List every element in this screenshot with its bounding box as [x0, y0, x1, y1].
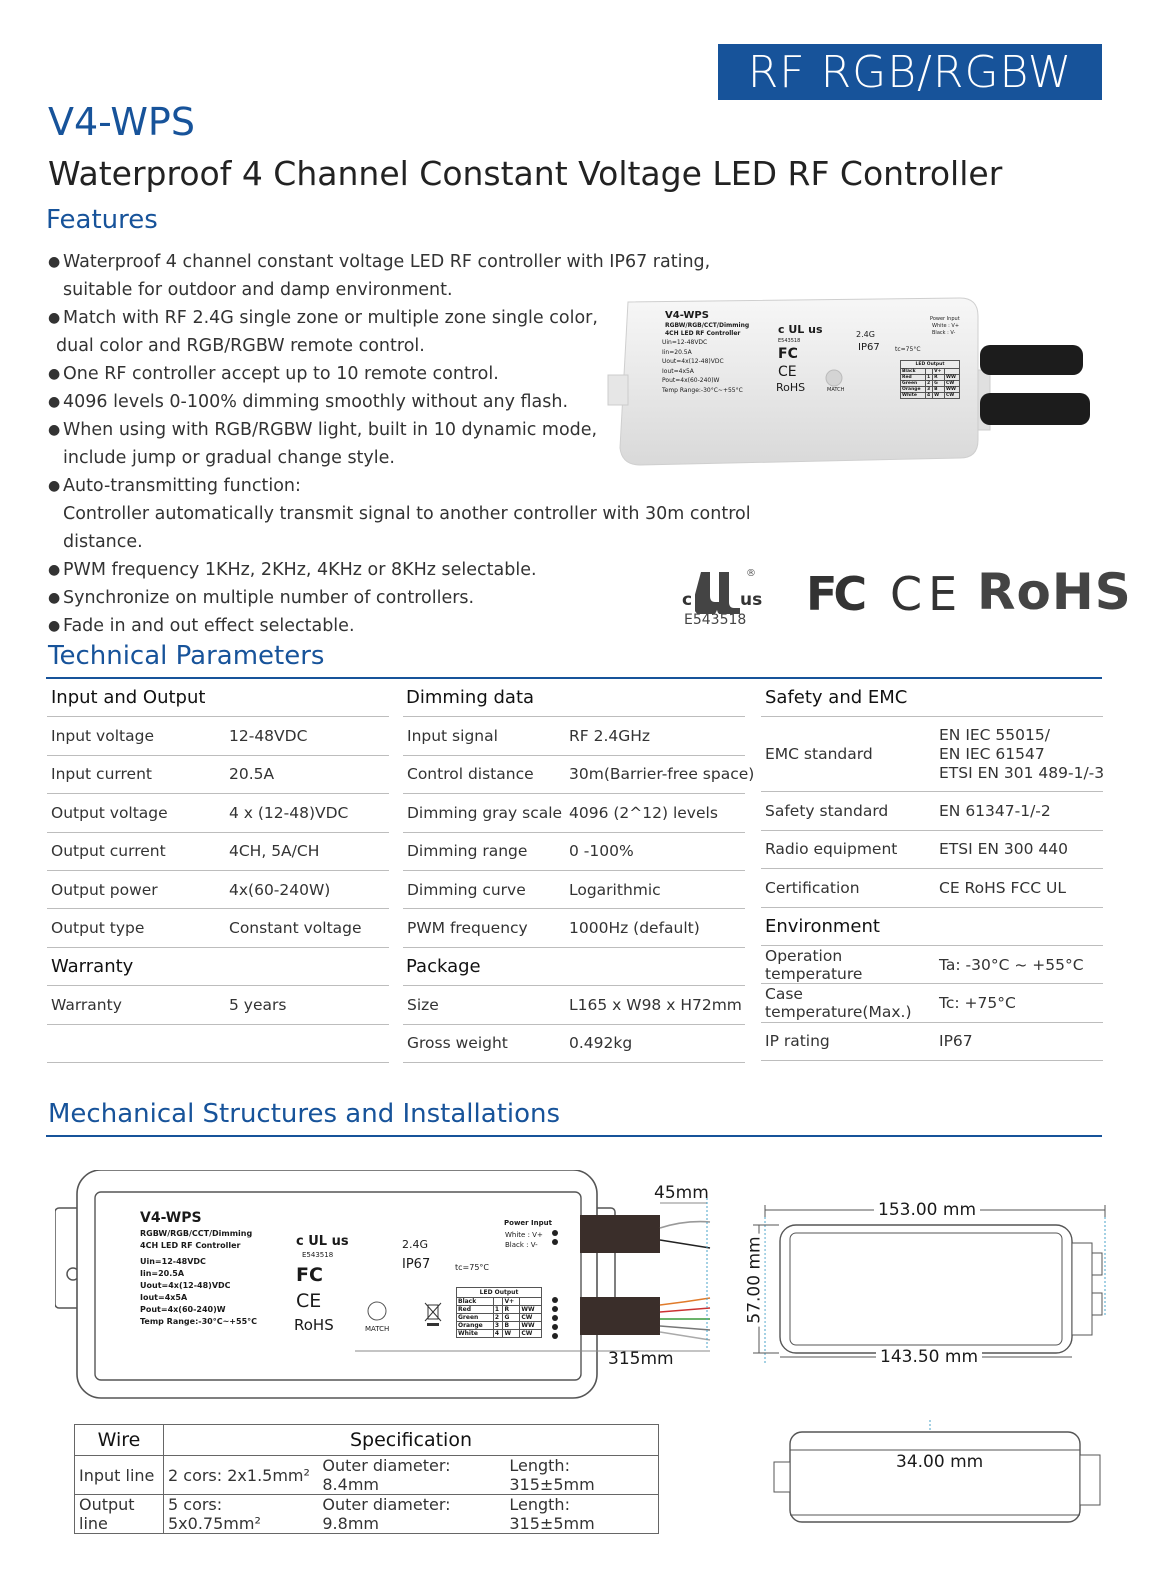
power-input-line: White : V+ — [932, 323, 960, 329]
group-heading: Warranty — [47, 948, 389, 986]
wire-cores: 2 cors: 2x1.5mm² — [164, 1456, 319, 1495]
led-output-cell: R — [933, 375, 945, 381]
led-output-cell: Black — [457, 1298, 494, 1306]
drawing-rohs: RoHS — [294, 1316, 334, 1334]
led-output-cell: WW — [520, 1322, 542, 1330]
param-key: Certification — [765, 878, 860, 897]
label-spec-line: Temp Range:-30°C~+55°C — [662, 386, 743, 394]
led-output-row — [901, 381, 960, 387]
feature-line: ● Match with RF 2.4G single zone or multiple zone single color, — [63, 308, 598, 328]
param-key: Dimming curve — [407, 880, 526, 899]
led-output-cell: CW — [520, 1330, 542, 1338]
param-key: Input voltage — [51, 727, 154, 746]
led-output-cell: 3 — [925, 387, 932, 393]
photo-led-output-table — [900, 360, 960, 399]
param-value: 12-48VDC — [229, 727, 308, 746]
led-output-table — [900, 360, 960, 399]
power-input-line: Black : V- — [505, 1241, 538, 1249]
wire-cores: 5 cors: 5x0.75mm² — [164, 1495, 319, 1534]
param-key: Output current — [51, 842, 166, 861]
led-output-cell: V+ — [503, 1298, 520, 1306]
category-badge: RF RGB/RGBW — [718, 44, 1102, 100]
drawing-power-lines — [505, 1230, 543, 1250]
led-output-cell: Black — [901, 369, 926, 375]
led-output-cell: WW — [944, 375, 959, 381]
param-key: Output type — [51, 919, 145, 938]
param-row — [47, 756, 389, 794]
param-key: Safety standard — [765, 802, 889, 821]
param-value: 1000Hz (default) — [569, 919, 700, 938]
photo-match: MATCH — [827, 387, 845, 393]
feature-line: ● Waterproof 4 channel constant voltage LED RF controller with IP67 rating, — [63, 252, 711, 272]
feature-item — [48, 556, 808, 584]
photo-freq: 2.4G — [856, 330, 875, 339]
led-output-cell: 3 — [493, 1322, 503, 1330]
led-output-cell: Green — [457, 1314, 494, 1322]
param-key: Control distance — [407, 765, 534, 784]
label-spec-line: Uout=4x(12-48)VDC — [140, 1281, 231, 1290]
power-input-line: Black : V- — [932, 330, 956, 336]
photo-rohs: RoHS — [776, 381, 806, 394]
param-row — [47, 794, 389, 832]
photo-ce: CE — [778, 364, 797, 380]
tech-params-heading: Technical Parameters — [48, 641, 325, 671]
param-key: Dimming range — [407, 842, 528, 861]
ul-us: us — [740, 590, 763, 610]
dim-45mm: 45mm — [654, 1183, 709, 1203]
led-output-cell: WW — [520, 1306, 542, 1314]
feature-line: ● Auto-transmitting function: — [63, 476, 301, 496]
drawing-led-output-table — [456, 1287, 542, 1338]
param-row — [47, 871, 389, 909]
wire-row — [75, 1456, 659, 1495]
param-key: Radio equipment — [765, 840, 898, 859]
led-output-cell: 1 — [493, 1306, 503, 1314]
param-row — [403, 986, 745, 1024]
led-output-row — [901, 393, 960, 399]
led-output-cell: 4 — [925, 393, 932, 399]
param-row — [403, 717, 745, 755]
feature-line: ● Synchronize on multiple number of controllers. — [63, 588, 475, 608]
param-value: Tc: +75°C — [939, 994, 1016, 1013]
param-row — [761, 831, 1103, 869]
label-spec-line: Uin=12-48VDC — [140, 1257, 206, 1266]
fcc-logo: FC — [806, 567, 864, 621]
mech-heading: Mechanical Structures and Installations — [48, 1099, 561, 1129]
param-column-dimming — [403, 679, 755, 1063]
led-output-cell: WW — [944, 387, 959, 393]
label-spec-line: Uin=12-48VDC — [662, 339, 708, 346]
wire-row — [75, 1495, 659, 1534]
param-row — [403, 871, 745, 909]
ul-registered: ® — [746, 568, 756, 579]
wire-table-header — [75, 1425, 659, 1456]
param-key: Output power — [51, 880, 158, 899]
wire-header: Wire — [75, 1425, 164, 1456]
photo-label-specs — [662, 338, 743, 395]
led-output-cell: G — [933, 381, 945, 387]
photo-file-no: E543518 — [778, 338, 801, 344]
power-input-line: White : V+ — [505, 1231, 543, 1239]
wire-spec-table — [74, 1424, 659, 1534]
wire-length: Length: 315±5mm — [505, 1495, 658, 1534]
led-output-cell: G — [503, 1314, 520, 1322]
param-key: PWM frequency — [407, 919, 528, 938]
param-value — [939, 726, 1104, 783]
photo-label-line1: RGBW/RGB/CCT/Dimming — [665, 322, 750, 329]
param-row — [47, 986, 389, 1024]
wire-name: Output line — [75, 1495, 164, 1534]
led-output-cell: 2 — [925, 381, 932, 387]
param-row — [761, 792, 1103, 830]
param-column-safety — [761, 679, 1103, 1061]
photo-power-lines — [932, 323, 959, 337]
param-key: Input current — [51, 765, 152, 784]
photo-ip: IP67 — [858, 342, 880, 353]
led-output-cell: White — [457, 1330, 494, 1338]
label-spec-line: Pout=4x(60-240)W — [140, 1305, 226, 1314]
led-output-cell: CW — [944, 381, 959, 387]
wire-length: Length: 315±5mm — [505, 1456, 658, 1495]
label-spec-line: Pout=4x(60-240)W — [662, 377, 720, 384]
led-output-cell: Orange — [901, 387, 926, 393]
led-output-cell: W — [933, 393, 945, 399]
led-output-cell — [493, 1298, 503, 1306]
group-heading: Input and Output — [47, 679, 389, 717]
param-row — [761, 869, 1103, 907]
led-output-cell: CW — [520, 1314, 542, 1322]
param-value: IP67 — [939, 1032, 973, 1051]
feature-line: ● PWM frequency 1KHz, 2KHz, 4KHz or 8KHz selectable. — [63, 560, 537, 580]
param-key: Warranty — [51, 995, 122, 1014]
led-output-cell: CW — [944, 393, 959, 399]
label-spec-line: Iout=4x5A — [140, 1293, 188, 1302]
label-spec-line: Uout=4x(12-48)VDC — [662, 358, 724, 365]
photo-ul-mark: c UL us — [778, 323, 823, 336]
led-output-cell: B — [933, 387, 945, 393]
drawing-ul-mark: c UL us — [296, 1234, 349, 1249]
param-value: Ta: -30°C ~ +55°C — [939, 955, 1084, 974]
param-value: L165 x W98 x H72mm — [569, 995, 742, 1014]
empty-row — [47, 1025, 389, 1063]
led-output-row — [457, 1306, 542, 1314]
param-row — [47, 833, 389, 871]
feature-line: include jump or gradual change style. — [63, 448, 395, 468]
side-view-drawing — [770, 1420, 1115, 1530]
wire-outer-diameter: Outer diameter: 8.4mm — [318, 1456, 505, 1495]
emc-value-line: EN IEC 55015/ — [939, 725, 1050, 744]
led-output-row — [457, 1314, 542, 1322]
label-spec-line: Iin=20.5A — [140, 1269, 185, 1278]
led-output-cell: Green — [901, 381, 926, 387]
features-heading: Features — [46, 205, 158, 235]
led-output-row — [457, 1298, 542, 1306]
drawing-file-no: E543518 — [302, 1251, 334, 1259]
param-row-emc — [761, 717, 1103, 792]
feature-line: ● One RF controller accept up to 10 remote control. — [63, 364, 499, 384]
param-value: 4CH, 5A/CH — [229, 842, 320, 861]
param-value: 4x(60-240W) — [229, 880, 331, 899]
led-output-row — [457, 1330, 542, 1338]
led-output-table — [456, 1287, 542, 1338]
param-value: 30m(Barrier-free space) — [569, 765, 755, 784]
feature-line: dual color and RGB/RGBW remote control. — [56, 336, 425, 356]
feature-line: ● 4096 levels 0-100% dimming smoothly without any flash. — [63, 392, 569, 412]
wire-name: Input line — [75, 1456, 164, 1495]
ul-mark-icon — [695, 568, 745, 614]
led-output-title-row — [901, 361, 960, 369]
feature-line: ● Fade in and out effect selectable. — [63, 616, 355, 636]
param-value: ETSI EN 300 440 — [939, 840, 1069, 859]
param-row — [403, 794, 745, 832]
label-spec-line: Iout=4x5A — [662, 367, 694, 375]
led-output-cell: 1 — [925, 375, 932, 381]
param-value: 0 -100% — [569, 842, 634, 861]
emc-value-line: ETSI EN 301 489-1/-3 — [939, 763, 1105, 782]
led-output-cell: Red — [901, 375, 926, 381]
param-key: Case temperature(Max.) — [765, 985, 912, 1022]
group-heading: Package — [403, 948, 745, 986]
param-row — [403, 833, 745, 871]
group-heading: Environment — [761, 908, 1103, 946]
group-heading: Dimming data — [403, 679, 745, 717]
param-key: Dimming gray scale — [407, 803, 563, 822]
dim-143mm: 143.50 mm — [876, 1347, 982, 1367]
emc-value-line: EN IEC 61547 — [939, 744, 1045, 763]
photo-power-title: Power Input — [930, 316, 960, 322]
spec-header: Specification — [164, 1425, 659, 1456]
feature-item — [48, 472, 808, 556]
param-value: 20.5A — [229, 765, 275, 784]
wire-outer-diameter: Outer diameter: 9.8mm — [318, 1495, 505, 1534]
led-output-title: LED Output — [901, 361, 960, 369]
led-output-cell: B — [503, 1322, 520, 1330]
dim-153mm: 153.00 mm — [874, 1200, 980, 1220]
drawing-label-line2: 4CH LED RF Controller — [140, 1241, 241, 1250]
led-output-cell: V+ — [933, 369, 945, 375]
feature-line: suitable for outdoor and damp environment. — [63, 280, 453, 300]
led-output-cell: R — [503, 1306, 520, 1314]
param-row — [47, 717, 389, 755]
param-value: CE RoHS FCC UL — [939, 878, 1066, 897]
led-output-title-row — [457, 1288, 542, 1298]
drawing-ip: IP67 — [402, 1257, 431, 1272]
param-value: RF 2.4GHz — [569, 727, 651, 746]
param-column-input-output — [47, 679, 389, 1063]
ce-logo: CE — [890, 567, 964, 621]
drawing-fcc: FC — [296, 1264, 323, 1286]
param-value: EN 61347-1/-2 — [939, 802, 1051, 821]
ul-file-number: E543518 — [684, 612, 747, 628]
led-output-cell: 2 — [493, 1314, 503, 1322]
param-row — [403, 756, 755, 794]
led-output-cell: 4 — [493, 1330, 503, 1338]
param-value: Constant voltage — [229, 919, 362, 938]
dim-34mm: 34.00 mm — [896, 1452, 984, 1472]
drawing-ce: CE — [296, 1290, 322, 1312]
led-output-row — [901, 375, 960, 381]
dim-315mm: 315mm — [608, 1349, 674, 1369]
drawing-label-line1: RGBW/RGB/CCT/Dimming — [140, 1229, 253, 1238]
led-output-title: LED Output — [457, 1288, 542, 1298]
product-subtitle: Waterproof 4 Channel Constant Voltage LED RF Controller — [48, 154, 1003, 193]
photo-label-line2: 4CH LED RF Controller — [665, 330, 741, 337]
feature-item — [48, 584, 808, 612]
label-spec-line: Iin=20.5A — [662, 348, 692, 356]
led-output-cell: W — [503, 1330, 520, 1338]
drawing-freq: 2.4G — [402, 1238, 429, 1251]
param-key: Input signal — [407, 727, 498, 746]
param-row — [761, 946, 1103, 984]
param-key: Output voltage — [51, 803, 168, 822]
led-output-cell — [520, 1298, 542, 1306]
led-output-cell: White — [901, 393, 926, 399]
param-key: Size — [407, 995, 439, 1014]
ul-c: c — [682, 590, 693, 610]
drawing-label-specs — [140, 1256, 257, 1328]
param-value: 5 years — [229, 995, 287, 1014]
model-title: V4-WPS — [48, 100, 195, 144]
feature-line: ● When using with RGB/RGBW light, built in 10 dynamic mode, — [63, 420, 598, 440]
param-value: Logarithmic — [569, 880, 661, 899]
photo-label-model: V4-WPS — [665, 310, 709, 321]
drawing-tc: tc=75°C — [455, 1263, 490, 1272]
param-key: Gross weight — [407, 1034, 508, 1053]
drawing-match: MATCH — [365, 1325, 390, 1333]
led-output-cell: Orange — [457, 1322, 494, 1330]
param-value: 0.492kg — [569, 1034, 633, 1053]
led-output-cell: Red — [457, 1306, 494, 1314]
param-key: IP rating — [765, 1032, 830, 1051]
led-output-row — [901, 387, 960, 393]
photo-fcc: FC — [778, 346, 798, 362]
param-value: 4 x (12-48)VDC — [229, 803, 349, 822]
led-output-row — [457, 1322, 542, 1330]
mech-rule — [46, 1135, 1102, 1137]
param-value: 4096 (2^12) levels — [569, 803, 718, 822]
rohs-logo: RoHS — [977, 563, 1132, 621]
param-key: EMC standard — [765, 745, 873, 764]
dim-57mm: 57.00 mm — [745, 1233, 765, 1326]
param-row — [761, 1023, 1103, 1061]
param-row — [403, 1025, 745, 1063]
drawing-label-model: V4-WPS — [140, 1210, 202, 1226]
feature-line: Controller automatically transmit signal to another controller with 30m control distance. — [63, 504, 751, 552]
group-heading: Safety and EMC — [761, 679, 1103, 717]
photo-tc: tc=75°C — [895, 346, 921, 353]
label-spec-line: Temp Range:-30°C~+55°C — [140, 1317, 258, 1326]
param-row — [47, 909, 389, 947]
param-row — [403, 909, 745, 947]
drawing-power-title: Power Input — [504, 1219, 552, 1227]
param-key: Operation temperature — [765, 946, 863, 983]
param-row — [761, 984, 1103, 1022]
